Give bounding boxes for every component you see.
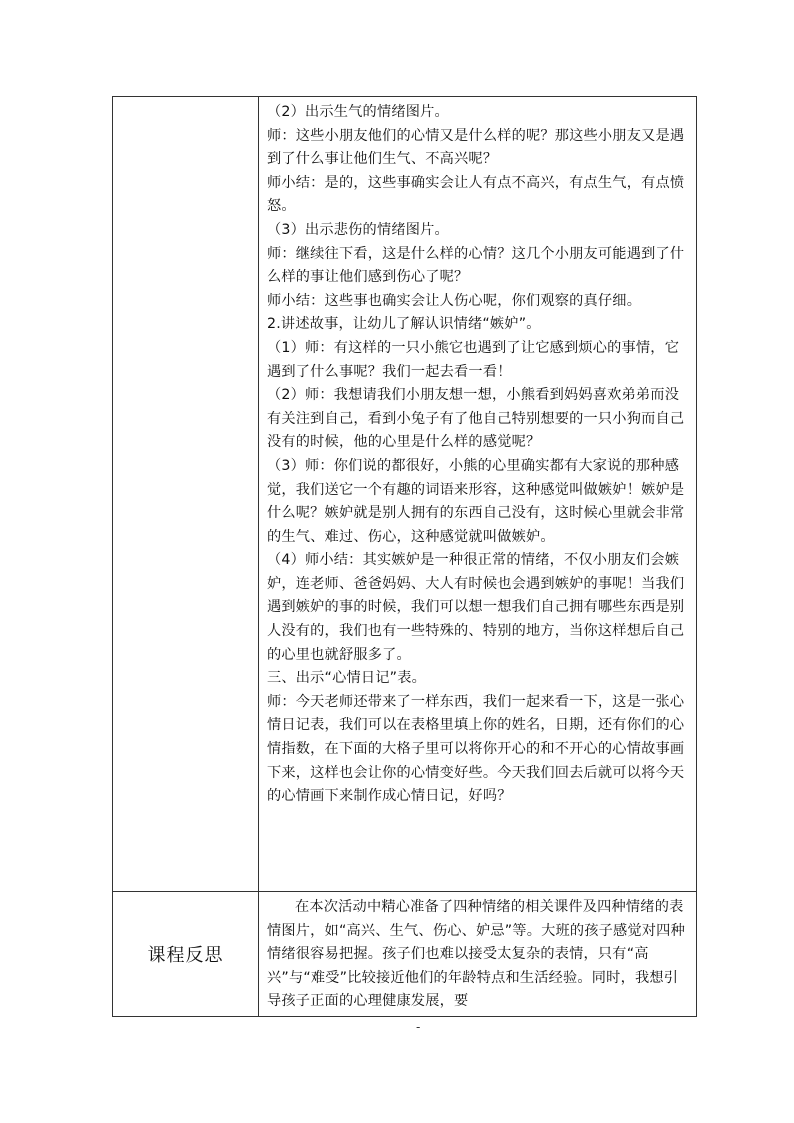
lesson-plan-table — [112, 96, 697, 1017]
content-line: （3）出示悲伤的情绪图片。 — [267, 221, 449, 238]
activity-process-label — [113, 97, 259, 892]
content-line: （1）师：有这样的一只小熊它也遇到了让它感到烦心的事情，它遇到了什么事呢？我们一起去看一看！ — [267, 339, 680, 380]
reflection-text: 在本次活动中精心准备了四种情绪的相关课件及四种情绪的表情图片，如“高兴、生气、伤心、妒忌”等。大班的孩子感觉对四种情绪很容易把握。孩子们也难以接受太复杂的表情，只有“高兴”与“难受”比较接近他们的年龄特点和生活经验。同时，我想引导孩子正面的心理健康发展，要 — [267, 899, 685, 1010]
content-line: 三、出示“心情日记”表。 — [267, 670, 426, 687]
activity-process-content — [259, 97, 697, 892]
content-line: 师小结：这些事也确实会让人伤心呢，你们观察的真仔细。 — [267, 292, 642, 309]
content-line: （3）师：你们说的都很好，小熊的心里确实都有大家说的那种感觉，我们送它一个有趣的词语来形容，这种感觉叫做嫉妒！嫉妒是什么呢？嫉妒就是别人拥有的东西自己没有，这时候心里就会非常的生气、难过、伤心，这种感觉就叫做嫉妒。 — [267, 457, 685, 545]
content-line: 师：继续往下看，这是什么样的心情？这几个小朋友可能遇到了什么样的事让他们感到伤心了呢？ — [267, 245, 685, 286]
course-reflection-content — [259, 892, 697, 1017]
content-line: （2）出示生气的情绪图片。 — [267, 104, 449, 120]
content-line: 师：这些小朋友他们的心情又是什么样的呢？那这些小朋友又是遇到了什么事让他们生气、不高兴呢？ — [267, 127, 685, 168]
content-line: 师：今天老师还带来了一样东西，我们一起来看一下，这是一张心情日记表，我们可以在表格里填上你的姓名，日期，还有你们的心情指数，在下面的大格子里可以将你开心的和不开心的心情故事画下来，这样也会让你的心情变好些。今天我们回去后就可以将今天的心情画下来制作成心情日记，好吗？ — [267, 693, 685, 805]
content-line: 2.讲述故事，让幼儿了解认识情绪“嫉妒”。 — [267, 316, 541, 333]
page-number: - — [416, 1020, 421, 1034]
course-reflection-row — [113, 892, 697, 1017]
content-line: （4）师小结：其实嫉妒是一种很正常的情绪，不仅小朋友们会嫉妒，连老师、爸爸妈妈、大人有时候也会遇到嫉妒的事呢！当我们遇到嫉妒的事的时候，我们可以想一想我们自己拥有哪些东西是别人没有的，我们也有一些特殊的、特别的地方，当你这样想后自己的心里也就舒服多了。 — [267, 552, 685, 663]
course-reflection-label: 课程反思 — [113, 892, 259, 1017]
content-line: （2）师：我想请我们小朋友想一想，小熊看到妈妈喜欢弟弟而没有关注到自己，看到小兔子有了他自己特别想要的一只小狗而自己没有的时候，他的心里是什么样的感觉呢？ — [267, 387, 685, 451]
activity-process-row — [113, 97, 697, 892]
content-line: 师小结：是的，这些事确实会让人有点不高兴，有点生气，有点愤怒。 — [267, 174, 685, 215]
